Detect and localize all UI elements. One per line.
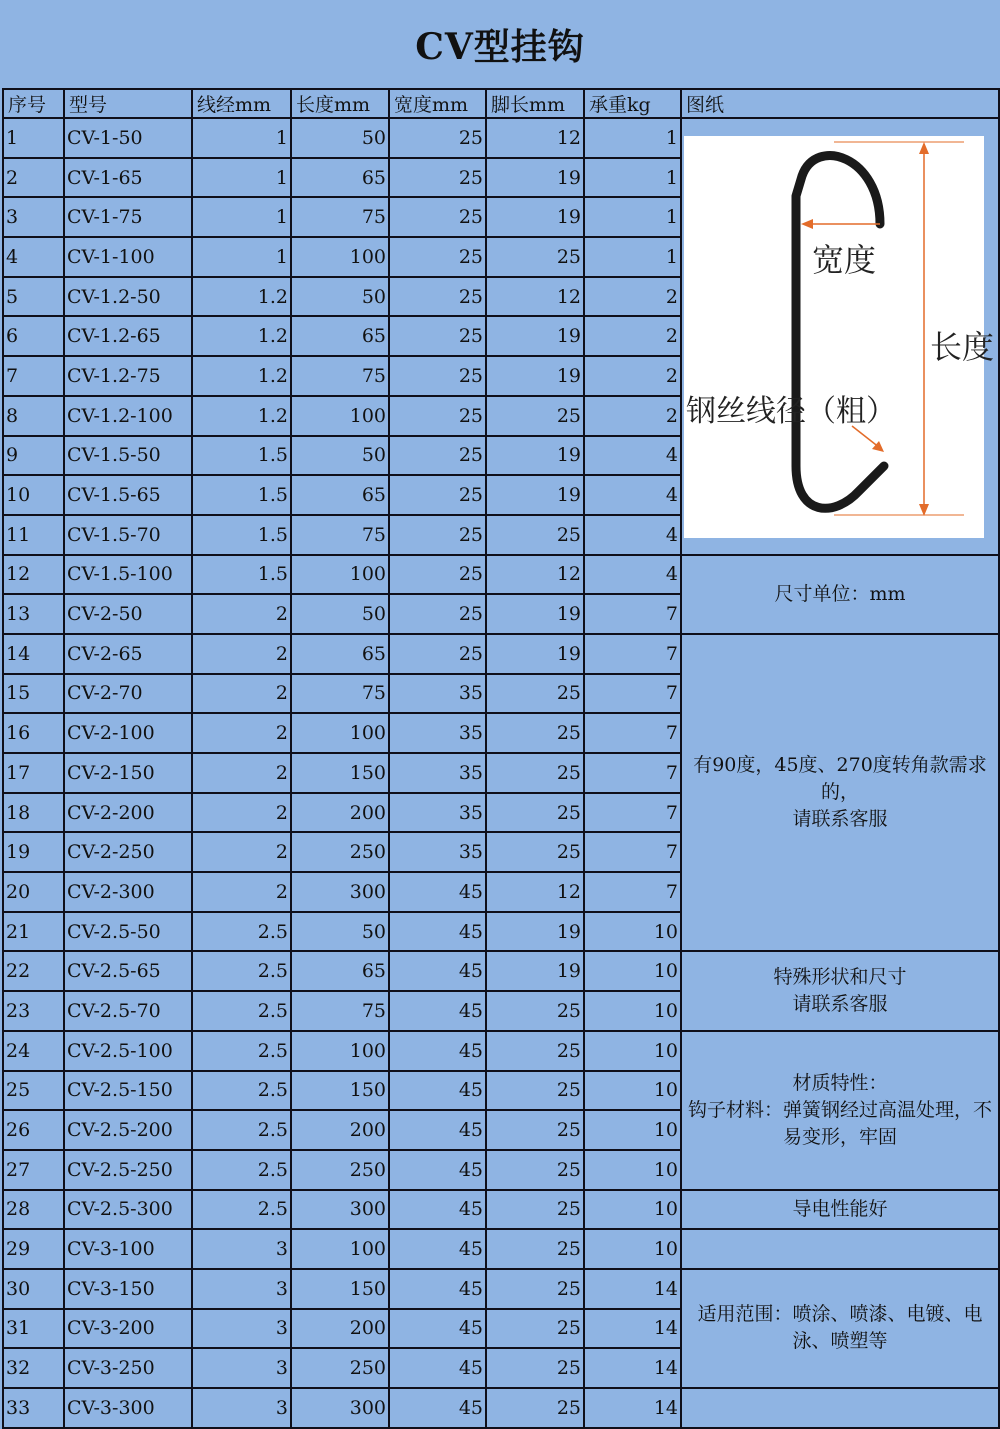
cell-width: 45 — [389, 991, 486, 1031]
spec-table — [2, 88, 1000, 1429]
cell-model: CV-2.5-50 — [64, 912, 192, 952]
cell-load: 7 — [584, 674, 681, 714]
cell-index: 7 — [3, 356, 64, 396]
cell-index: 28 — [3, 1190, 64, 1230]
cell-foot: 25 — [486, 793, 584, 833]
cell-foot: 25 — [486, 237, 584, 277]
cell-wire: 1.2 — [192, 396, 291, 436]
cell-load: 1 — [584, 237, 681, 277]
cell-wire: 3 — [192, 1229, 291, 1269]
cell-model: CV-1-50 — [64, 118, 192, 158]
cell-foot: 19 — [486, 197, 584, 237]
cell-wire: 2 — [192, 872, 291, 912]
cell-index: 25 — [3, 1071, 64, 1111]
cell-wire: 1 — [192, 158, 291, 198]
cell-wire: 2.5 — [192, 1150, 291, 1190]
cell-model: CV-3-200 — [64, 1309, 192, 1349]
cell-width: 35 — [389, 713, 486, 753]
cell-load: 2 — [584, 277, 681, 317]
cell-load: 2 — [584, 316, 681, 356]
cell-load: 10 — [584, 1229, 681, 1269]
cell-foot: 25 — [486, 713, 584, 753]
cell-load: 10 — [584, 1110, 681, 1150]
cell-foot: 12 — [486, 555, 584, 595]
cell-wire: 1 — [192, 237, 291, 277]
cell-wire: 3 — [192, 1309, 291, 1349]
cell-width: 35 — [389, 832, 486, 872]
cell-length: 100 — [291, 396, 389, 436]
cell-width: 25 — [389, 475, 486, 515]
cell-wire: 2.5 — [192, 1071, 291, 1111]
cell-width: 25 — [389, 277, 486, 317]
cell-model: CV-2-65 — [64, 634, 192, 674]
cell-width: 25 — [389, 515, 486, 555]
cell-load: 10 — [584, 951, 681, 991]
empty-note-cell — [681, 1229, 999, 1269]
cell-load: 14 — [584, 1348, 681, 1388]
cell-load: 1 — [584, 197, 681, 237]
cell-width: 45 — [389, 1071, 486, 1111]
cell-length: 50 — [291, 277, 389, 317]
cell-length: 300 — [291, 1388, 389, 1428]
cell-model: CV-2-200 — [64, 793, 192, 833]
cell-index: 16 — [3, 713, 64, 753]
cell-foot: 25 — [486, 515, 584, 555]
cell-width: 45 — [389, 1190, 486, 1230]
cell-foot: 25 — [486, 753, 584, 793]
cell-foot: 25 — [486, 1348, 584, 1388]
cell-foot: 25 — [486, 1190, 584, 1230]
cell-load: 10 — [584, 1190, 681, 1230]
cell-model: CV-1-65 — [64, 158, 192, 198]
cell-load: 1 — [584, 158, 681, 198]
cell-width: 35 — [389, 753, 486, 793]
cell-length: 100 — [291, 555, 389, 595]
column-header: 线经mm — [192, 89, 291, 118]
cell-length: 100 — [291, 1229, 389, 1269]
cell-model: CV-2-300 — [64, 872, 192, 912]
cell-foot: 25 — [486, 1269, 584, 1309]
cell-length: 300 — [291, 872, 389, 912]
cell-length: 65 — [291, 475, 389, 515]
cell-wire: 1 — [192, 118, 291, 158]
cell-model: CV-1.2-75 — [64, 356, 192, 396]
cell-length: 200 — [291, 1309, 389, 1349]
cell-foot: 25 — [486, 832, 584, 872]
cell-width: 25 — [389, 634, 486, 674]
cell-wire: 1.2 — [192, 356, 291, 396]
cell-foot: 19 — [486, 912, 584, 952]
cell-foot: 25 — [486, 991, 584, 1031]
cell-wire: 1.2 — [192, 316, 291, 356]
cell-length: 75 — [291, 515, 389, 555]
cell-width: 45 — [389, 951, 486, 991]
cell-index: 11 — [3, 515, 64, 555]
cell-width: 25 — [389, 436, 486, 476]
column-header: 脚长mm — [486, 89, 584, 118]
table-row — [3, 634, 999, 674]
cell-length: 50 — [291, 436, 389, 476]
cell-wire: 2.5 — [192, 912, 291, 952]
cell-model: CV-2.5-300 — [64, 1190, 192, 1230]
cell-wire: 1.5 — [192, 515, 291, 555]
cell-load: 10 — [584, 991, 681, 1031]
cell-load: 10 — [584, 912, 681, 952]
cell-model: CV-1-75 — [64, 197, 192, 237]
cell-length: 100 — [291, 713, 389, 753]
cell-wire: 2.5 — [192, 1110, 291, 1150]
cell-wire: 3 — [192, 1348, 291, 1388]
cell-index: 6 — [3, 316, 64, 356]
hook-diagram-cell — [681, 118, 999, 555]
column-header: 宽度mm — [389, 89, 486, 118]
column-header: 长度mm — [291, 89, 389, 118]
cell-model: CV-1.2-65 — [64, 316, 192, 356]
cell-foot: 19 — [486, 634, 584, 674]
cell-width: 25 — [389, 396, 486, 436]
cell-load: 14 — [584, 1269, 681, 1309]
cell-model: CV-2.5-250 — [64, 1150, 192, 1190]
cell-load: 7 — [584, 634, 681, 674]
cell-index: 31 — [3, 1309, 64, 1349]
cell-index: 8 — [3, 396, 64, 436]
cell-length: 200 — [291, 1110, 389, 1150]
cell-length: 50 — [291, 118, 389, 158]
cell-width: 45 — [389, 1110, 486, 1150]
cell-index: 17 — [3, 753, 64, 793]
cell-foot: 19 — [486, 356, 584, 396]
cell-width: 25 — [389, 555, 486, 595]
cell-wire: 1.5 — [192, 555, 291, 595]
cell-index: 30 — [3, 1269, 64, 1309]
cell-wire: 1.2 — [192, 277, 291, 317]
column-header: 承重kg — [584, 89, 681, 118]
cell-width: 45 — [389, 1269, 486, 1309]
cell-model: CV-2.5-65 — [64, 951, 192, 991]
cell-length: 300 — [291, 1190, 389, 1230]
cell-foot: 25 — [486, 1388, 584, 1428]
cell-index: 29 — [3, 1229, 64, 1269]
cell-index: 2 — [3, 158, 64, 198]
cell-model: CV-2-50 — [64, 594, 192, 634]
note-material: 材质特性： 钩子材料：弹簧钢经过高温处理，不易变形，牢固 — [681, 1031, 999, 1190]
cell-wire: 2.5 — [192, 1190, 291, 1230]
cell-width: 45 — [389, 1150, 486, 1190]
cell-index: 10 — [3, 475, 64, 515]
cell-width: 45 — [389, 1309, 486, 1349]
cell-model: CV-3-150 — [64, 1269, 192, 1309]
cell-model: CV-3-300 — [64, 1388, 192, 1428]
cell-foot: 25 — [486, 1150, 584, 1190]
table-row — [3, 1388, 999, 1428]
cell-index: 13 — [3, 594, 64, 634]
cell-width: 25 — [389, 594, 486, 634]
cell-load: 1 — [584, 118, 681, 158]
cell-load: 4 — [584, 555, 681, 595]
cell-model: CV-1.2-100 — [64, 396, 192, 436]
cell-wire: 2 — [192, 634, 291, 674]
cell-length: 150 — [291, 753, 389, 793]
cell-foot: 12 — [486, 118, 584, 158]
cell-foot: 19 — [486, 436, 584, 476]
wire-label: 钢丝线径（粗） — [686, 394, 896, 430]
hook-diagram — [684, 136, 995, 538]
cell-index: 4 — [3, 237, 64, 277]
column-header: 序号 — [3, 89, 64, 118]
cell-index: 5 — [3, 277, 64, 317]
cell-load: 4 — [584, 475, 681, 515]
cell-foot: 19 — [486, 475, 584, 515]
cell-index: 32 — [3, 1348, 64, 1388]
cell-length: 250 — [291, 832, 389, 872]
cell-length: 65 — [291, 158, 389, 198]
cell-model: CV-2.5-150 — [64, 1071, 192, 1111]
empty-note-cell — [681, 1388, 999, 1428]
cell-model: CV-1.5-70 — [64, 515, 192, 555]
cell-model: CV-2.5-100 — [64, 1031, 192, 1071]
cell-wire: 1.5 — [192, 436, 291, 476]
cell-width: 45 — [389, 1031, 486, 1071]
note-unit: 尺寸单位：mm — [681, 555, 999, 634]
cell-width: 45 — [389, 1348, 486, 1388]
cell-length: 250 — [291, 1150, 389, 1190]
cell-foot: 19 — [486, 594, 584, 634]
cell-width: 35 — [389, 674, 486, 714]
cell-index: 23 — [3, 991, 64, 1031]
cell-load: 14 — [584, 1388, 681, 1428]
cell-index: 24 — [3, 1031, 64, 1071]
cell-model: CV-2-250 — [64, 832, 192, 872]
column-header: 图纸 — [681, 89, 999, 118]
cell-load: 7 — [584, 594, 681, 634]
cell-foot: 25 — [486, 674, 584, 714]
cell-width: 25 — [389, 118, 486, 158]
cell-foot: 25 — [486, 1229, 584, 1269]
cell-length: 100 — [291, 237, 389, 277]
cell-length: 75 — [291, 674, 389, 714]
cell-wire: 2 — [192, 832, 291, 872]
cell-model: CV-2.5-200 — [64, 1110, 192, 1150]
cell-model: CV-2-150 — [64, 753, 192, 793]
page-title: CV型挂钩 — [415, 25, 585, 68]
cell-model: CV-2-70 — [64, 674, 192, 714]
cell-index: 27 — [3, 1150, 64, 1190]
cell-index: 3 — [3, 197, 64, 237]
column-header: 型号 — [64, 89, 192, 118]
cell-length: 50 — [291, 594, 389, 634]
cell-index: 15 — [3, 674, 64, 714]
cell-length: 65 — [291, 634, 389, 674]
cell-wire: 2 — [192, 713, 291, 753]
cell-width: 25 — [389, 197, 486, 237]
cell-load: 2 — [584, 396, 681, 436]
cell-load: 7 — [584, 832, 681, 872]
cell-index: 21 — [3, 912, 64, 952]
cell-foot: 25 — [486, 1110, 584, 1150]
cell-width: 25 — [389, 158, 486, 198]
cell-index: 1 — [3, 118, 64, 158]
cell-model: CV-3-100 — [64, 1229, 192, 1269]
cell-length: 250 — [291, 1348, 389, 1388]
cell-index: 33 — [3, 1388, 64, 1428]
cell-foot: 19 — [486, 158, 584, 198]
cell-load: 7 — [584, 793, 681, 833]
cell-index: 18 — [3, 793, 64, 833]
length-label: 长度 — [930, 328, 995, 367]
cell-load: 10 — [584, 1031, 681, 1071]
cell-load: 7 — [584, 872, 681, 912]
cell-wire: 2.5 — [192, 991, 291, 1031]
width-label: 宽度 — [812, 241, 877, 280]
cell-foot: 25 — [486, 396, 584, 436]
cell-foot: 25 — [486, 1031, 584, 1071]
note-special: 特殊形状和尺寸 请联系客服 — [681, 951, 999, 1030]
cell-length: 200 — [291, 793, 389, 833]
cell-width: 25 — [389, 316, 486, 356]
cell-wire: 1 — [192, 197, 291, 237]
note-angles: 有90度，45度、270度转角款需求的， 请联系客服 — [681, 634, 999, 952]
cell-model: CV-3-250 — [64, 1348, 192, 1388]
cell-model: CV-1.2-50 — [64, 277, 192, 317]
cell-length: 100 — [291, 1031, 389, 1071]
table-row — [3, 1269, 999, 1309]
cell-length: 65 — [291, 951, 389, 991]
note-conductive: 导电性能好 — [681, 1190, 999, 1230]
cell-length: 75 — [291, 356, 389, 396]
cell-index: 26 — [3, 1110, 64, 1150]
cell-width: 45 — [389, 872, 486, 912]
cell-width: 25 — [389, 356, 486, 396]
cell-wire: 2 — [192, 594, 291, 634]
cell-load: 2 — [584, 356, 681, 396]
cell-wire: 1.5 — [192, 475, 291, 515]
cell-index: 19 — [3, 832, 64, 872]
cell-model: CV-1-100 — [64, 237, 192, 277]
cell-load: 4 — [584, 515, 681, 555]
cell-wire: 2 — [192, 674, 291, 714]
cell-wire: 2 — [192, 753, 291, 793]
cell-wire: 2.5 — [192, 1031, 291, 1071]
cell-length: 65 — [291, 316, 389, 356]
cell-foot: 19 — [486, 316, 584, 356]
cell-index: 14 — [3, 634, 64, 674]
cell-load: 10 — [584, 1150, 681, 1190]
cell-load: 4 — [584, 436, 681, 476]
cell-wire: 3 — [192, 1388, 291, 1428]
cell-length: 50 — [291, 912, 389, 952]
cell-length: 150 — [291, 1071, 389, 1111]
table-row — [3, 118, 999, 158]
table-header-row — [3, 89, 999, 118]
cell-width: 35 — [389, 793, 486, 833]
cell-wire: 3 — [192, 1269, 291, 1309]
cell-length: 75 — [291, 991, 389, 1031]
cell-width: 45 — [389, 1229, 486, 1269]
cell-index: 12 — [3, 555, 64, 595]
cell-load: 10 — [584, 1071, 681, 1111]
cell-model: CV-2-100 — [64, 713, 192, 753]
cell-load: 14 — [584, 1309, 681, 1349]
cell-index: 9 — [3, 436, 64, 476]
cell-length: 150 — [291, 1269, 389, 1309]
cell-model: CV-2.5-70 — [64, 991, 192, 1031]
table-row — [3, 1229, 999, 1269]
cell-width: 45 — [389, 912, 486, 952]
cell-model: CV-1.5-50 — [64, 436, 192, 476]
cell-wire: 2.5 — [192, 951, 291, 991]
cell-index: 22 — [3, 951, 64, 991]
cell-foot: 25 — [486, 1071, 584, 1111]
cell-wire: 2 — [192, 793, 291, 833]
cell-width: 45 — [389, 1388, 486, 1428]
note-usage: 适用范围：喷涂、喷漆、电镀、电泳、喷塑等 — [681, 1269, 999, 1388]
table-row — [3, 1190, 999, 1230]
cell-model: CV-1.5-65 — [64, 475, 192, 515]
table-row — [3, 1031, 999, 1071]
cell-foot: 19 — [486, 951, 584, 991]
cell-width: 25 — [389, 237, 486, 277]
cell-foot: 25 — [486, 1309, 584, 1349]
cell-load: 7 — [584, 713, 681, 753]
table-row — [3, 555, 999, 595]
cell-length: 75 — [291, 197, 389, 237]
cell-model: CV-1.5-100 — [64, 555, 192, 595]
table-row — [3, 951, 999, 991]
cell-index: 20 — [3, 872, 64, 912]
cell-load: 7 — [584, 753, 681, 793]
cell-foot: 12 — [486, 872, 584, 912]
cell-foot: 12 — [486, 277, 584, 317]
